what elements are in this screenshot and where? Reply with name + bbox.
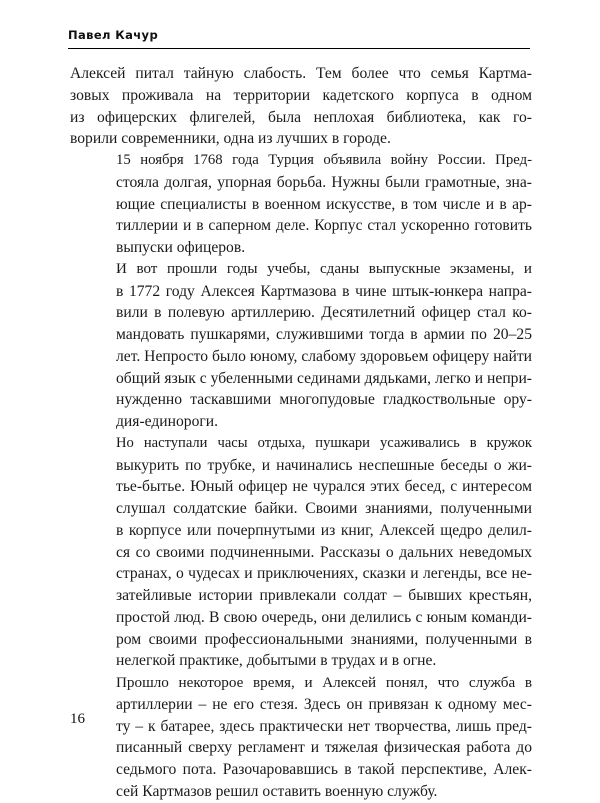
text-line: Алексей питал тайную слабость. Тем более что семья Картма- bbox=[70, 65, 532, 82]
page-number: 16 bbox=[70, 711, 85, 727]
paragraph bbox=[70, 63, 532, 150]
paragraph bbox=[70, 259, 532, 433]
text-line: общий язык с убеленными сединами дядьками, легко и непри- bbox=[116, 369, 532, 387]
text-line: стояла долгая, упорная борьба. Нужны были грамотные, зна- bbox=[116, 173, 532, 191]
text-line: седьмого пота. Разочаровавшись в такой перспективе, Алек- bbox=[116, 761, 532, 778]
text-line: сей Картмазов решил оставить военную службу. bbox=[116, 782, 438, 800]
text-line: ту – к батарее, здесь практически нет творчества, лишь пред- bbox=[116, 717, 532, 735]
text-line: вили в полевую артиллерию. Десятилетний офицер стал ко- bbox=[116, 304, 532, 322]
text-line: простой люд. В свою очередь, они делились с юным команди- bbox=[116, 608, 532, 626]
text-line: мандовать пушкарями, служившими тогда в армии по 20–25 bbox=[116, 326, 532, 343]
text-line: лет. Непросто было юному, слабому здоровьем офицеру найти bbox=[116, 347, 532, 365]
text-line: слушал солдатские байки. Своими знаниями, полученными bbox=[116, 500, 532, 517]
text-line: нелегкой практике, добытыми в трудах и в огне. bbox=[116, 652, 437, 670]
text-line: зовых проживала на территории кадетского корпуса в одном bbox=[70, 86, 532, 104]
paragraph bbox=[70, 672, 532, 803]
paragraph bbox=[70, 433, 532, 672]
text-line: Прошло некоторое время, и Алексей понял, что служба в bbox=[116, 674, 532, 691]
text-line: выкурить по трубке, и начинались неспешные беседы о жи- bbox=[116, 456, 532, 474]
text-line: нужденно таскавшими многопудовые гладкоствольные ору- bbox=[116, 391, 532, 409]
text-line: ся со своими подчиненными. Рассказы о дальних неведомых bbox=[116, 543, 532, 561]
text-line: Но наступали часы отдыха, пушкари усаживались в кружок bbox=[116, 434, 532, 451]
text-line: тье-бытье. Юный офицер не чурался этих бесед, с интересом bbox=[116, 478, 532, 496]
text-line: выпуски офицеров. bbox=[116, 239, 246, 256]
text-line: тиллерии и в саперном деле. Корпус стал ускоренно готовить bbox=[116, 217, 532, 235]
body-text bbox=[70, 63, 532, 803]
text-line: в 1772 году Алексея Картмазова в чине штык-юнкера напра- bbox=[116, 282, 532, 300]
paragraph bbox=[70, 150, 532, 259]
running-head-author: Павел Качур bbox=[68, 28, 159, 42]
text-line: в корпусе или почерпнутыми из книг, Алексей щедро делил- bbox=[116, 521, 532, 539]
text-line: артиллерии – не его стезя. Здесь он привязан к одному мес- bbox=[116, 695, 532, 713]
text-line: 15 ноября 1768 года Турция объявила войну России. Пред- bbox=[116, 152, 532, 168]
text-line: ворили современники, одна из лучших в городе. bbox=[70, 130, 391, 148]
text-line: писанный сверху регламент и тяжелая физическая работа до bbox=[116, 739, 532, 757]
text-line: странах, о чудесах и приключениях, сказки и легенды, все не- bbox=[116, 565, 532, 583]
text-line: ющие специалисты в военном искусстве, в том числе и в ар- bbox=[116, 195, 532, 213]
text-line: из офицерских флигелей, была неплохая библиотека, как го- bbox=[70, 108, 532, 126]
text-line: затейливые истории привлекали солдат – бывших крестьян, bbox=[116, 587, 532, 604]
text-line: дия-единороги. bbox=[116, 413, 219, 430]
text-line: И вот прошли годы учебы, сданы выпускные экзамены, и bbox=[116, 260, 532, 277]
text-line: ром своими профессиональными знаниями, полученными в bbox=[116, 630, 532, 648]
header-rule bbox=[68, 48, 530, 49]
